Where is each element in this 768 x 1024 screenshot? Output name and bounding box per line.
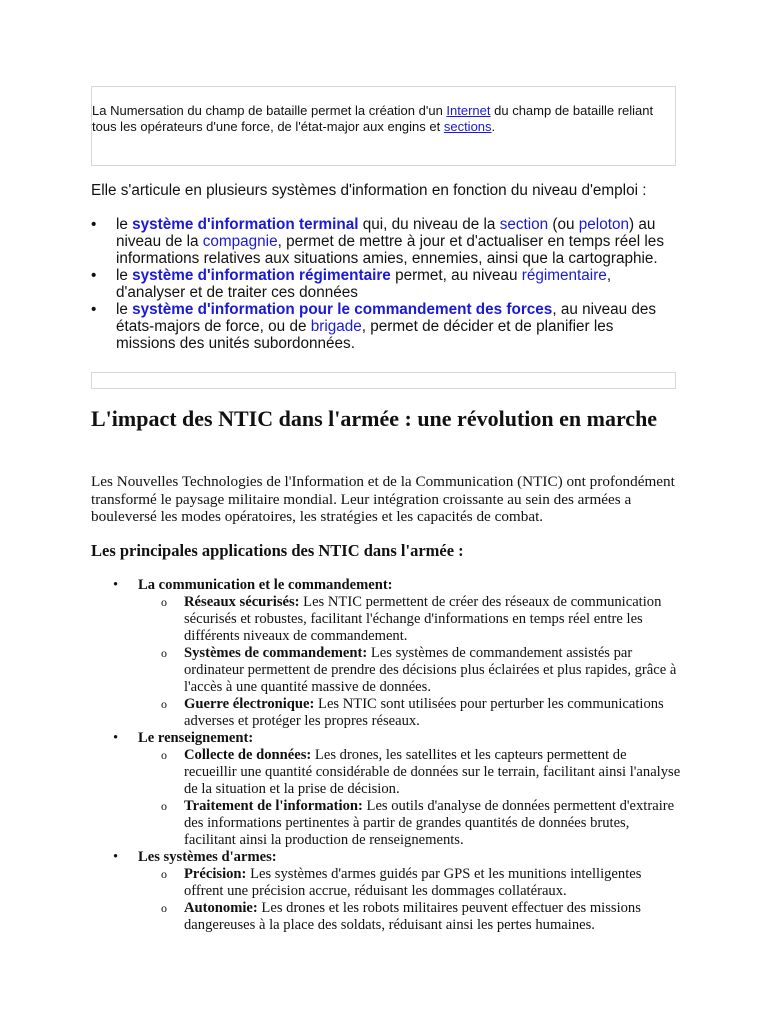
sections-link[interactable]: sections — [443, 119, 492, 134]
item-term: Autonomie: — [184, 900, 258, 916]
box1-text-middle: du champ de bataille reliant tous les opérateurs d'une force, de l'état-major aux engins et — [92, 103, 654, 134]
item-prefix: le — [116, 216, 133, 233]
item-text: Les systèmes d'armes guidés par GPS et les munitions intelligentes offrent une précision accrue, réduisant les dommages collatéraux. — [184, 866, 642, 899]
list-item — [91, 849, 681, 934]
section-heading: Les principales applications des NTIC dans l'armée : — [91, 541, 464, 560]
intro-paragraph: Les Nouvelles Technologies de l'Information et de la Communication (NTIC) ont profondément transformé le paysage militaire mondial. Leur intégration croissante au sein des armées a bouleversé les modes opératoires, les stratégies et les capacités de combat. — [91, 473, 675, 525]
item-text: (ou — [548, 216, 579, 233]
item-term: Systèmes de commandement: — [184, 645, 368, 661]
category-title: Le renseignement: — [138, 730, 254, 746]
item-text: , d'analyser et de traiter ces données — [116, 267, 612, 301]
box1-text-before: La Numersation du champ de bataille permet la création d'un — [92, 103, 447, 118]
sub-list — [138, 866, 681, 934]
category-title: La communication et le commandement: — [138, 577, 393, 593]
regimentaire-link[interactable]: régimentaire — [521, 267, 607, 284]
item-text: , permet de mettre à jour et d'actualiser en temps réel les informations relatives aux situations amies, ennemies, ainsi que la cartographie. — [116, 233, 664, 267]
item-text: , permet de décider et de planifier les missions des unités subordonnées. — [116, 318, 614, 352]
item-text: Les drones, les satellites et les capteurs permettent de recueillir une quantité considérable de données sur le terrain, facilitant ainsi l'analyse de la situation et la prise de décision. — [184, 747, 681, 797]
item-text: Les drones et les robots militaires peuvent effectuer des missions dangereuses à la place des soldats, réduisant ainsi les pertes humaines. — [184, 900, 641, 933]
list-item — [91, 301, 676, 352]
brigade-link[interactable]: brigade — [310, 318, 362, 335]
item-text: permet, au niveau — [390, 267, 522, 284]
item-prefix: le — [116, 267, 133, 284]
item-term: Traitement de l'information: — [184, 798, 363, 814]
page-title: L'impact des NTIC dans l'armée : une révolution en marche — [91, 406, 658, 431]
list-item — [91, 216, 676, 267]
category-title: Les systèmes d'armes: — [138, 849, 277, 865]
list-item — [91, 577, 681, 730]
sub-list-item — [138, 866, 681, 900]
item-text: Les NTIC sont utilisées pour perturber les communications adverses et protéger les propres réseaux. — [184, 696, 664, 729]
item-term: système d'information régimentaire — [132, 267, 391, 284]
sub-list-item — [138, 594, 681, 645]
sub-list-item — [138, 645, 681, 696]
systems-intro: Elle s'articule en plusieurs systèmes d'information en fonction du niveau d'emploi : — [91, 182, 647, 199]
sub-list — [138, 594, 681, 730]
box1-text-end: . — [491, 119, 496, 134]
item-text: ) au niveau de la — [116, 216, 656, 250]
sub-list-item — [138, 696, 681, 730]
numerisation-paragraph — [92, 103, 677, 135]
peloton-link[interactable]: peloton — [578, 216, 629, 233]
item-text: Les systèmes de commandement assistés par ordinateur permettent de prendre des décisions plus éclairées et plus rapides, grâce à l'accès à une quantité massive de données. — [184, 645, 677, 695]
forces-command-system-link[interactable] — [132, 301, 552, 318]
item-term: Guerre électronique: — [184, 696, 315, 712]
systems-list — [91, 216, 676, 352]
item-term: système d'information pour le commandement des forces — [132, 301, 553, 318]
sub-list-item — [138, 747, 681, 798]
item-term: Collecte de données: — [184, 747, 312, 763]
empty-box — [91, 372, 676, 389]
sub-list-item — [138, 798, 681, 849]
internet-link[interactable]: Internet — [446, 103, 491, 118]
item-text: Les outils d'analyse de données permettent d'extraire des informations pertinentes à partir de grandes quantités de données brutes, facilitant ainsi la production de renseignements. — [184, 798, 675, 848]
item-term: système d'information terminal — [132, 216, 359, 233]
list-item — [91, 730, 681, 849]
applications-list — [91, 577, 681, 934]
sub-list — [138, 747, 681, 849]
item-text: , au niveau des états-majors de force, ou de — [116, 301, 657, 335]
item-text: Les NTIC permettent de créer des réseaux de communication sécurisés et robustes, facilitant l'échange d'informations en temps réel entre les différents niveaux de commandement. — [184, 594, 662, 644]
terminal-system-link[interactable] — [132, 216, 358, 233]
intro-box — [91, 86, 676, 166]
item-term: Précision: — [184, 866, 247, 882]
item-term: Réseaux sécurisés: — [184, 594, 300, 610]
item-text: qui, du niveau de la — [358, 216, 500, 233]
compagnie-link[interactable]: compagnie — [202, 233, 278, 250]
sub-list-item — [138, 900, 681, 934]
item-prefix: le — [116, 301, 133, 318]
regimental-system-link[interactable] — [132, 267, 391, 284]
section-link[interactable]: section — [499, 216, 549, 233]
list-item — [91, 267, 676, 301]
